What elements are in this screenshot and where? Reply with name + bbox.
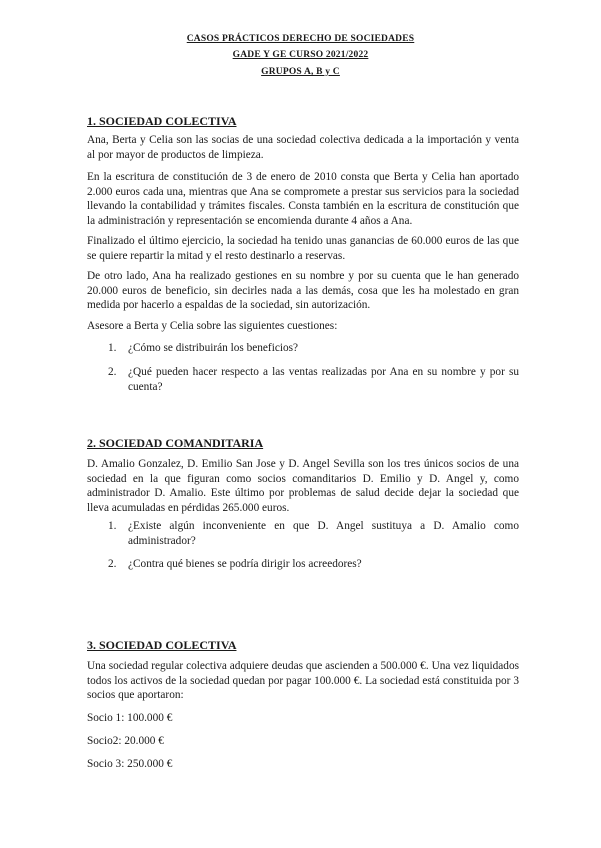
- section-1-paragraph-3: Finalizado el último ejercicio, la sociedad ha tenido unas ganancias de 60.000 euros de las que se quiere repartir la mitad y el resto destinarlo a reservas.: [87, 235, 519, 262]
- section-3-paragraph-1: Una sociedad regular colectiva adquiere deudas que ascienden a 500.000 €. Una vez liquidados todos los activos de la sociedad quedan por pagar 100.000 €. La sociedad está constituida por 3 socios que aportaron:: [87, 660, 519, 701]
- partner-contribution-1: Socio 1: 100.000 €: [87, 712, 173, 724]
- section-3-title: 3. SOCIEDAD COLECTIVA: [87, 638, 237, 652]
- section-1-paragraph-5: Asesore a Berta y Celia sobre las siguientes cuestiones:: [87, 320, 338, 332]
- question-text: ¿Cómo se distribuirán los beneficios?: [128, 342, 299, 354]
- section-1-question-2: [108, 365, 519, 394]
- question-number: 2.: [108, 366, 117, 378]
- section-2-question-2: [108, 557, 519, 572]
- section-1-paragraph-2: En la escritura de constitución de 3 de enero de 2010 consta que Berta y Celia han aportado 2.000 euros cada una, mientras que Ana se compromete a prestar sus servicios para la sociedad llevando la contabilidad y trámites fiscales. Consta también en la escritura de constitución que la administración y representación se encomienda durante 4 años a Ana.: [87, 171, 519, 227]
- question-number: 2.: [108, 558, 117, 570]
- question-number: 1.: [108, 520, 117, 532]
- header-title: CASOS PRÁCTICOS DERECHO DE SOCIEDADES: [186, 34, 415, 44]
- section-2-question-1: [108, 519, 519, 548]
- section-1-question-1: [108, 341, 519, 356]
- question-number: 1.: [108, 342, 117, 354]
- header-groups: GRUPOS A, B y C: [261, 67, 340, 77]
- section-1-paragraph-1: Ana, Berta y Celia son las socias de una sociedad colectiva dedicada a la importación y venta al por mayor de productos de limpieza.: [87, 134, 519, 161]
- section-2-title: 2. SOCIEDAD COMANDITARIA: [87, 436, 264, 450]
- section-2-paragraph-1: D. Amalio Gonzalez, D. Emilio San Jose y D. Angel Sevilla son los tres únicos socios de una sociedad en la que figuran como socios comanditarios D. Emilio y D. Angel y, como administrador D. Amalio. Este último por problemas de salud decide dejar la sociedad que lleva acumuladas en pérdidas 265.000 euros.: [87, 458, 519, 514]
- header-course: GADE Y GE CURSO 2021/2022: [232, 50, 369, 60]
- section-1-paragraph-4: De otro lado, Ana ha realizado gestiones en su nombre y por su cuenta que le han generado 20.000 euros de beneficio, sin decirles nada a las demás, cosa que les ha molestado en gran medida por hacerlo a espaldas de la sociedad, sin autorización.: [87, 270, 519, 311]
- question-text: ¿Qué pueden hacer respecto a las ventas realizadas por Ana en su nombre y por su cuenta?: [128, 366, 519, 393]
- partner-contribution-2: Socio2: 20.000 €: [87, 735, 164, 747]
- question-text: ¿Existe algún inconveniente en que D. Angel sustituya a D. Amalio como administrador?: [128, 520, 519, 547]
- question-text: ¿Contra qué bienes se podría dirigir los acreedores?: [128, 558, 362, 570]
- partner-contribution-3: Socio 3: 250.000 €: [87, 758, 173, 770]
- section-1-title: 1. SOCIEDAD COLECTIVA: [87, 114, 237, 128]
